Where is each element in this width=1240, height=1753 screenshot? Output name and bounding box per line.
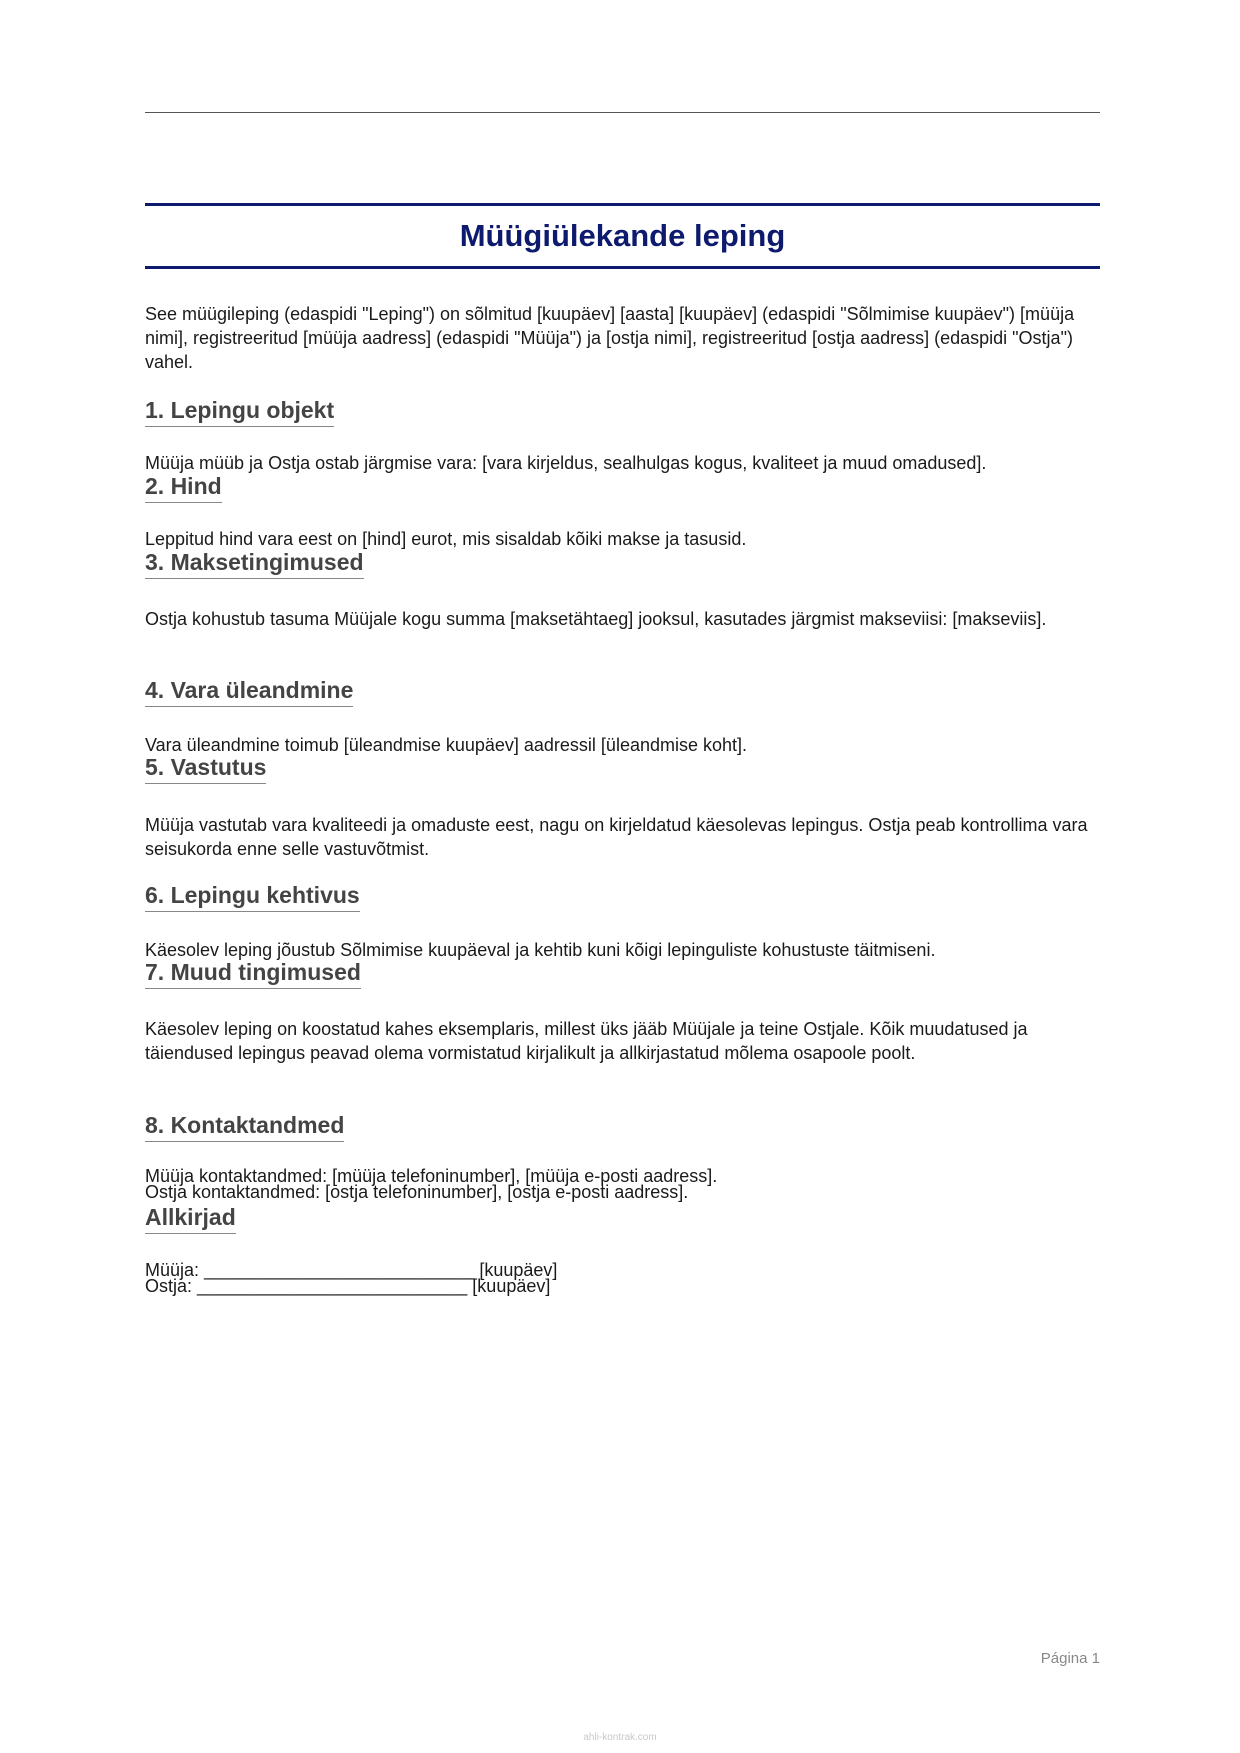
contact-line-buyer: Ostja kontaktandmed: [ostja telefoninumber], [ostja e-posti aadress]. xyxy=(145,1182,689,1202)
section-text-1: Müüja müüb ja Ostja ostab järgmise vara: [vara kirjeldus, sealhulgas kogus, kvaliteet ja muud omadused]. xyxy=(145,453,987,473)
title-block xyxy=(145,203,1100,269)
watermark-text: ahli-kontrak.com xyxy=(583,1732,657,1743)
signatures-heading: Allkirjad xyxy=(145,1202,236,1234)
section-text-2: Leppitud hind vara eest on [hind] eurot, mis sisaldab kõiki makse ja tasusid. xyxy=(145,529,747,549)
section-heading-8: 8. Kontaktandmed xyxy=(145,1110,344,1142)
page-number: Página 1 xyxy=(1040,1650,1100,1667)
section-heading-2: 2. Hind xyxy=(145,471,222,503)
section-text-4: Vara üleandmine toimub [üleandmise kuupäev] aadressil [üleandmise koht]. xyxy=(145,735,748,755)
contact-line-seller: Müüja kontaktandmed: [müüja telefoninumber], [müüja e-posti aadress]. xyxy=(145,1166,718,1186)
seller-signature-line: Müüja: ___________________________ [kuupäev] xyxy=(145,1260,558,1280)
section-text-5: Müüja vastutab vara kvaliteedi ja omaduste eest, nagu on kirjeldatud käesolevas lepingus. Ostja peab kontrollima vara seisukorda enne selle vastuvõtmist. xyxy=(145,815,1088,859)
header-rule xyxy=(145,112,1100,113)
section-heading-1: 1. Lepingu objekt xyxy=(145,395,334,427)
section-text-7: Käesolev leping on koostatud kahes eksemplaris, millest üks jääb Müüjale ja teine Ostjale. Kõik muudatused ja täiendused lepingus peavad olema vormistatud kirjalikult ja allkirjastatud mõlema osapoole poolt. xyxy=(145,1019,1028,1063)
section-text-6: Käesolev leping jõustub Sõlmimise kuupäeval ja kehtib kuni kõigi lepinguliste kohustuste täitmiseni. xyxy=(145,940,936,960)
buyer-signature-line: Ostja: ___________________________ [kuupäev] xyxy=(145,1276,551,1296)
section-heading-3: 3. Maksetingimused xyxy=(145,547,364,579)
section-heading-4: 4. Vara üleandmine xyxy=(145,675,353,707)
document-title: Müügiülekande leping xyxy=(459,218,786,253)
section-heading-5: 5. Vastutus xyxy=(145,752,266,784)
section-heading-6: 6. Lepingu kehtivus xyxy=(145,880,360,912)
intro-paragraph: See müügileping (edaspidi "Leping") on sõlmitud [kuupäev] [aasta] [kuupäev] (edaspidi "Sõlmimise kuupäev") [müüja nimi], registreeritud [müüja aadress] (edaspidi "Müüja") ja [ostja nimi], registreeritud [ostja aadress] (edaspidi "Ostja") vahel. xyxy=(145,304,1075,372)
section-text-3: Ostja kohustub tasuma Müüjale kogu summa [maksetähtaeg] jooksul, kasutades järgmist makseviisi: [makseviis]. xyxy=(145,609,1047,629)
section-heading-7: 7. Muud tingimused xyxy=(145,957,361,989)
